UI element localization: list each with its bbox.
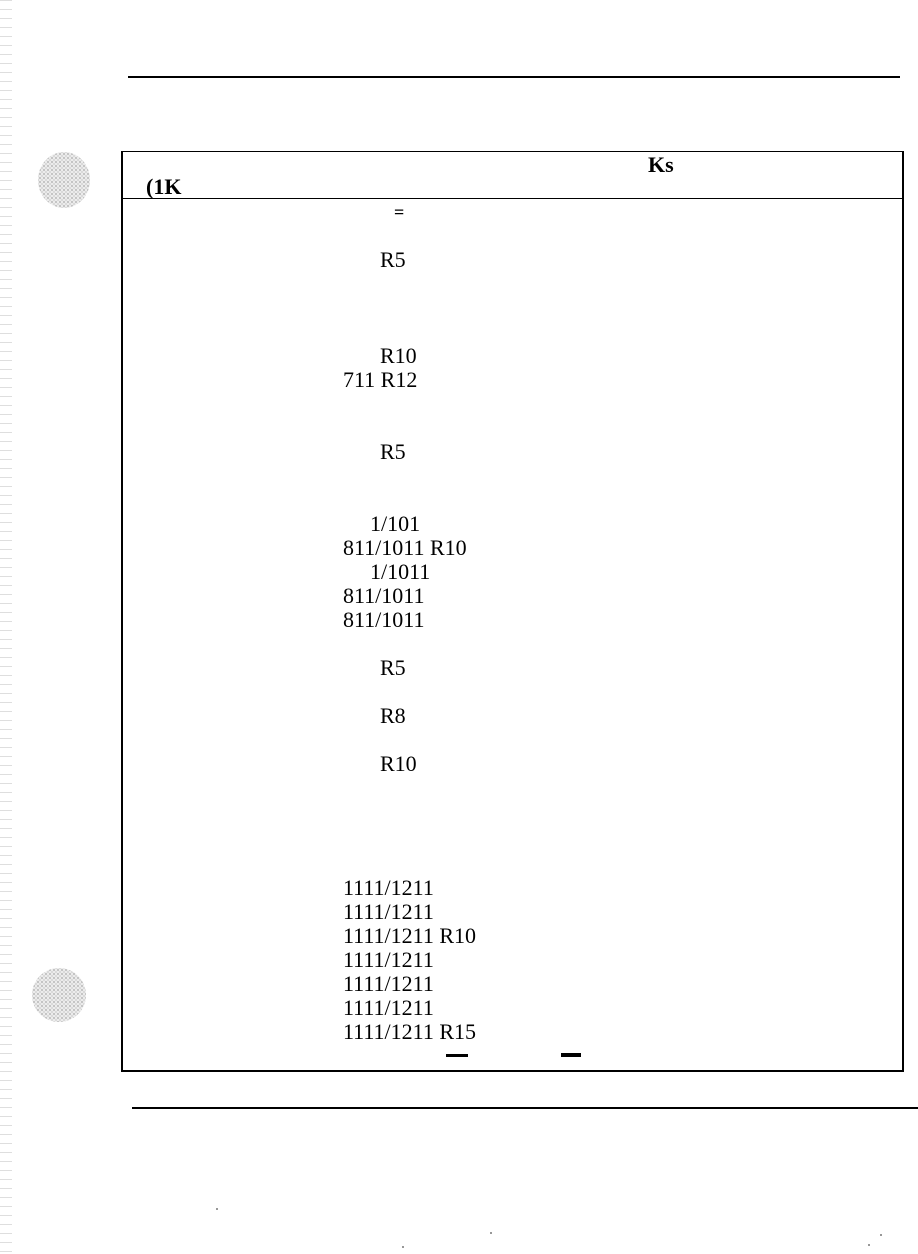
left-margin-scan-noise bbox=[0, 0, 12, 1254]
table-row: R5 bbox=[380, 439, 406, 464]
table-row: R5 bbox=[380, 247, 406, 272]
top-symbol: = bbox=[394, 202, 405, 222]
table-row: 1/101 bbox=[370, 511, 421, 536]
binder-hole-top bbox=[38, 152, 90, 208]
scan-dot bbox=[490, 1232, 492, 1234]
header-left-text: (1K bbox=[146, 174, 182, 199]
table-row: 1111/1211 R10 bbox=[343, 923, 477, 948]
dash-mark bbox=[561, 1053, 581, 1057]
table-row: R8 bbox=[380, 703, 406, 728]
top-rule bbox=[128, 76, 900, 78]
bottom-rule bbox=[132, 1107, 918, 1109]
binder-hole-bottom bbox=[32, 968, 86, 1022]
table-row: 1111/1211 bbox=[343, 899, 434, 924]
scan-dot bbox=[880, 1234, 882, 1236]
table-row: 711 R12 bbox=[343, 367, 418, 392]
table-row: 1/1011 bbox=[370, 559, 431, 584]
table-row: 1111/1211 bbox=[343, 995, 434, 1020]
table-row: 811/1011 bbox=[343, 583, 425, 608]
scan-dot bbox=[216, 1208, 218, 1210]
table-frame bbox=[121, 151, 904, 1072]
table-row: 1111/1211 bbox=[343, 947, 434, 972]
scan-dot bbox=[868, 1244, 870, 1246]
table-row: 811/1011 R10 bbox=[343, 535, 467, 560]
table-row: R10 bbox=[380, 751, 417, 776]
scan-dot bbox=[402, 1246, 404, 1248]
table-row: R5 bbox=[380, 655, 406, 680]
table-row: R10 bbox=[380, 343, 417, 368]
table-row: 1111/1211 R15 bbox=[343, 1019, 477, 1044]
header-rule bbox=[123, 198, 902, 199]
table-row: 811/1011 bbox=[343, 607, 425, 632]
table-row: 1111/1211 bbox=[343, 971, 434, 996]
header-right-text: Ks bbox=[648, 152, 674, 177]
dash-mark bbox=[446, 1054, 468, 1057]
table-row: 1111/1211 bbox=[343, 875, 434, 900]
